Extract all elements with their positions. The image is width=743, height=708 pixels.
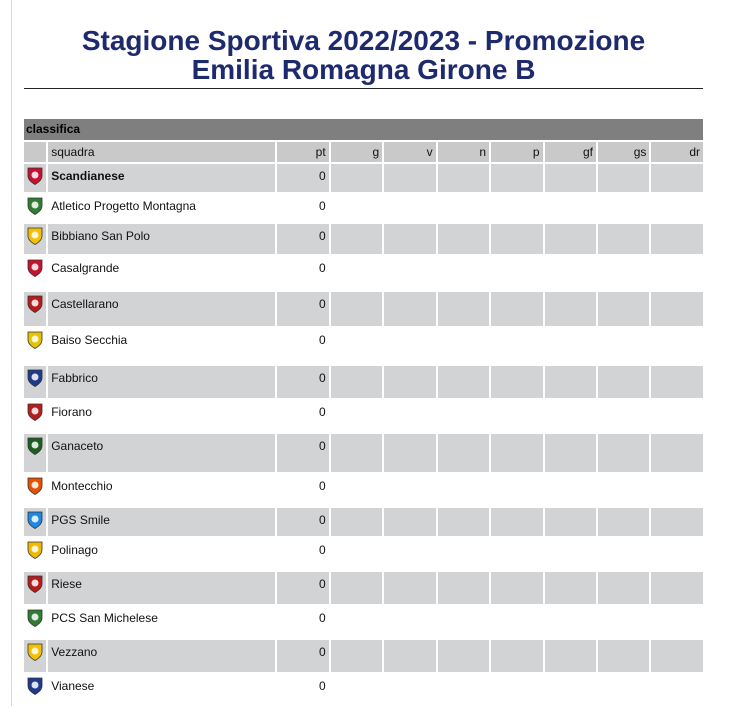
vianese-crest-icon (25, 676, 45, 696)
stat-v (384, 366, 435, 398)
stat-n (438, 164, 489, 192)
stat-n (438, 434, 489, 472)
team-name: Atletico Progetto Montagna (51, 199, 196, 213)
team-name: PGS Smile (48, 508, 275, 536)
stat-g (331, 366, 382, 398)
stat-p (491, 194, 542, 222)
stat-g (331, 194, 382, 222)
stat-p (491, 400, 542, 432)
atletico-progetto-montagna-crest-icon (25, 196, 45, 216)
stat-v (384, 164, 435, 192)
stat-gs (598, 366, 649, 398)
table-row (24, 474, 703, 506)
team-points: 0 (277, 572, 328, 604)
stat-p (491, 164, 542, 192)
team-logo-cell (24, 572, 46, 604)
stat-p (491, 572, 542, 604)
stat-n (438, 508, 489, 536)
stat-gs (598, 400, 649, 432)
stat-gs (598, 328, 649, 364)
stat-dr (651, 292, 703, 326)
stat-gs (598, 508, 649, 536)
stat-g (331, 606, 382, 638)
stat-n (438, 256, 489, 290)
stat-gf (545, 538, 596, 570)
stat-v (384, 434, 435, 472)
team-points: 0 (277, 164, 328, 192)
vezzano-crest-icon (25, 642, 45, 662)
team-logo-cell (24, 194, 46, 222)
stat-p (491, 474, 542, 506)
stat-gf (545, 640, 596, 672)
team-name: Riese (48, 572, 275, 604)
stat-dr (651, 224, 703, 254)
stat-gf (545, 400, 596, 432)
team-points: 0 (277, 292, 328, 326)
stat-n (438, 224, 489, 254)
stat-dr (651, 508, 703, 536)
team-points: 0 (319, 611, 326, 625)
stat-dr (651, 640, 703, 672)
stat-gs (598, 674, 649, 706)
stat-n (438, 194, 489, 222)
header-squadra: squadra (48, 142, 275, 162)
team-logo-cell (24, 674, 46, 706)
team-logo-cell (24, 256, 46, 290)
stat-n (438, 538, 489, 570)
team-logo-cell (24, 508, 46, 536)
riese-crest-icon (25, 574, 45, 594)
standings-body (24, 164, 703, 706)
stat-gs (598, 194, 649, 222)
page-title (24, 26, 703, 84)
title-line-1: Stagione Sportiva 2022/2023 - Promozione (81, 25, 646, 56)
stat-n (438, 400, 489, 432)
stat-gf (545, 292, 596, 326)
stat-gf (545, 572, 596, 604)
pgs-smile-crest-icon (25, 510, 45, 530)
casalgrande-crest-icon (25, 258, 45, 278)
team-name: Bibbiano San Polo (48, 224, 275, 254)
stat-g (331, 292, 382, 326)
stat-gf (545, 606, 596, 638)
table-row (24, 538, 703, 570)
stat-gf (545, 474, 596, 506)
stat-v (384, 640, 435, 672)
stat-p (491, 640, 542, 672)
stat-gf (545, 224, 596, 254)
stat-g (331, 224, 382, 254)
team-name: Casalgrande (51, 261, 120, 275)
team-name: Fabbrico (48, 366, 275, 398)
stat-n (438, 640, 489, 672)
stat-gf (545, 194, 596, 222)
stat-v (384, 194, 435, 222)
stat-gs (598, 164, 649, 192)
team-name: Scandianese (48, 164, 275, 192)
stat-p (491, 434, 542, 472)
team-points: 0 (277, 366, 328, 398)
stat-v (384, 508, 435, 536)
team-name: Baiso Secchia (51, 333, 128, 347)
stat-g (331, 572, 382, 604)
table-row (24, 640, 703, 672)
team-logo-cell (24, 366, 46, 398)
table-row (24, 606, 703, 638)
standings-container (24, 119, 703, 708)
team-logo-cell (24, 606, 46, 638)
stat-p (491, 366, 542, 398)
team-name: Ganaceto (48, 434, 275, 472)
team-points: 0 (319, 199, 326, 213)
team-logo-cell (24, 292, 46, 326)
stat-v (384, 256, 435, 290)
team-logo-cell (24, 640, 46, 672)
fabbrico-crest-icon (25, 368, 45, 388)
stat-v (384, 224, 435, 254)
stat-v (384, 572, 435, 604)
standings-table (22, 140, 705, 708)
stat-gf (545, 434, 596, 472)
team-points: 0 (319, 333, 326, 347)
table-row (24, 328, 703, 364)
page-left-border (11, 0, 12, 706)
stat-dr (651, 366, 703, 398)
table-row (24, 256, 703, 290)
stat-n (438, 572, 489, 604)
stat-n (438, 474, 489, 506)
stat-gf (545, 328, 596, 364)
stat-p (491, 606, 542, 638)
team-name: Vianese (51, 679, 95, 693)
stat-gs (598, 474, 649, 506)
stat-p (491, 256, 542, 290)
table-row (24, 164, 703, 192)
stat-g (331, 328, 382, 364)
stat-dr (651, 674, 703, 706)
stat-p (491, 328, 542, 364)
stat-v (384, 606, 435, 638)
stat-dr (651, 194, 703, 222)
team-points: 0 (319, 261, 326, 275)
team-name: Castellarano (48, 292, 275, 326)
stat-g (331, 538, 382, 570)
stat-gs (598, 640, 649, 672)
header-gf: gf (545, 142, 596, 162)
stat-g (331, 474, 382, 506)
montecchio-crest-icon (25, 476, 45, 496)
header-logo (24, 142, 46, 162)
stat-v (384, 400, 435, 432)
header-dr: dr (651, 142, 703, 162)
stat-n (438, 292, 489, 326)
table-row (24, 224, 703, 254)
stat-dr (651, 572, 703, 604)
header-n: n (438, 142, 489, 162)
stat-g (331, 508, 382, 536)
stat-dr (651, 474, 703, 506)
stat-n (438, 606, 489, 638)
team-logo-cell (24, 164, 46, 192)
title-divider (24, 88, 703, 89)
castellarano-crest-icon (25, 294, 45, 314)
bibbiano-san-polo-crest-icon (25, 226, 45, 246)
team-points: 0 (319, 543, 326, 557)
team-logo-cell (24, 400, 46, 432)
stat-v (384, 538, 435, 570)
baiso-secchia-crest-icon (25, 330, 45, 350)
stat-gs (598, 256, 649, 290)
stat-g (331, 400, 382, 432)
team-logo-cell (24, 538, 46, 570)
stat-gs (598, 292, 649, 326)
table-row (24, 194, 703, 222)
section-header-classifica: classifica (24, 119, 703, 140)
stat-gs (598, 434, 649, 472)
stat-dr (651, 164, 703, 192)
header-row (24, 142, 703, 162)
team-points: 0 (277, 508, 328, 536)
ganaceto-crest-icon (25, 436, 45, 456)
stat-gf (545, 366, 596, 398)
team-points: 0 (319, 405, 326, 419)
fiorano-crest-icon (25, 402, 45, 422)
team-logo-cell (24, 474, 46, 506)
pcs-san-michelese-crest-icon (25, 608, 45, 628)
table-row (24, 292, 703, 326)
stat-p (491, 224, 542, 254)
stat-gs (598, 606, 649, 638)
stat-g (331, 640, 382, 672)
team-name: Vezzano (48, 640, 275, 672)
stat-gf (545, 508, 596, 536)
scandianese-crest-icon (25, 166, 45, 186)
stat-gf (545, 164, 596, 192)
team-logo-cell (24, 434, 46, 472)
title-line-2: Emilia Romagna Girone B (191, 54, 536, 85)
stat-p (491, 538, 542, 570)
stat-v (384, 292, 435, 326)
polinago-crest-icon (25, 540, 45, 560)
table-row (24, 508, 703, 536)
stat-n (438, 366, 489, 398)
team-name: Fiorano (51, 405, 92, 419)
header-g: g (331, 142, 382, 162)
stat-v (384, 328, 435, 364)
table-row (24, 572, 703, 604)
stat-p (491, 508, 542, 536)
stat-gf (545, 674, 596, 706)
stat-gs (598, 538, 649, 570)
table-row (24, 674, 703, 706)
stat-g (331, 674, 382, 706)
stat-dr (651, 538, 703, 570)
stat-gs (598, 224, 649, 254)
team-points: 0 (319, 679, 326, 693)
team-logo-cell (24, 224, 46, 254)
table-row (24, 434, 703, 472)
stat-dr (651, 434, 703, 472)
stat-v (384, 674, 435, 706)
stat-gs (598, 572, 649, 604)
stat-p (491, 292, 542, 326)
stat-v (384, 474, 435, 506)
team-points: 0 (277, 640, 328, 672)
stat-g (331, 256, 382, 290)
stat-n (438, 674, 489, 706)
stat-dr (651, 256, 703, 290)
stat-n (438, 328, 489, 364)
stat-dr (651, 400, 703, 432)
team-points: 0 (319, 479, 326, 493)
table-row (24, 400, 703, 432)
stat-dr (651, 328, 703, 364)
header-gs: gs (598, 142, 649, 162)
stat-g (331, 164, 382, 192)
table-row (24, 366, 703, 398)
header-pt: pt (277, 142, 328, 162)
team-name: Montecchio (51, 479, 113, 493)
stat-g (331, 434, 382, 472)
header-p: p (491, 142, 542, 162)
stat-p (491, 674, 542, 706)
team-points: 0 (277, 224, 328, 254)
stat-dr (651, 606, 703, 638)
header-v: v (384, 142, 435, 162)
team-name: Polinago (51, 543, 98, 557)
team-name: PCS San Michelese (51, 611, 158, 625)
stat-gf (545, 256, 596, 290)
team-logo-cell (24, 328, 46, 364)
team-points: 0 (277, 434, 328, 472)
